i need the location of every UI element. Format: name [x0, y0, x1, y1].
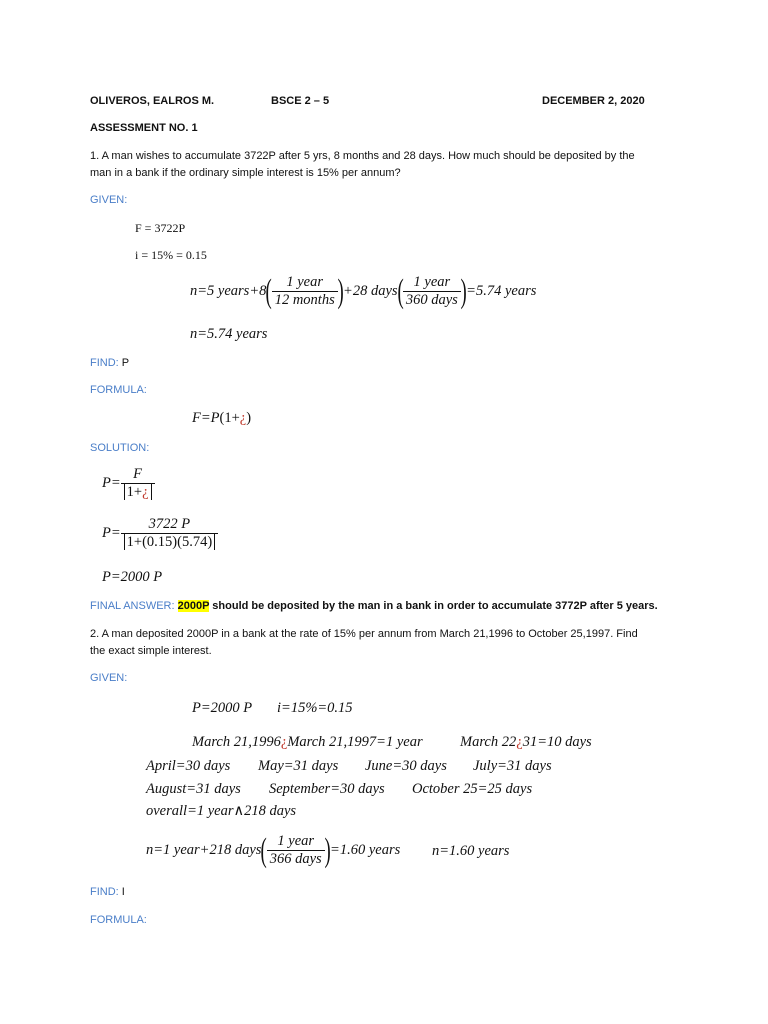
formula-1-open: (1+ [219, 410, 240, 426]
solution-label-1: SOLUTION: [90, 442, 150, 454]
n-eq-1-lhs: n=5 years+8 [190, 282, 267, 299]
sol1-lhs: P= [102, 474, 121, 491]
given-label-1: GIVEN: [90, 194, 128, 206]
paren-close: ) [324, 831, 331, 869]
month-august: August=31 days [146, 781, 241, 797]
n-eq-1-mid: +28 days [343, 282, 398, 299]
fraction-months-den: 12 months [274, 292, 335, 308]
march-span [192, 734, 423, 751]
n-eq-1-rhs: =5.74 years [466, 282, 537, 299]
n-result-2: n=1.60 years [432, 843, 510, 859]
formula-1-mark: ¿ [239, 410, 247, 426]
n-equation-1 [190, 274, 536, 309]
fraction-days-den: 360 days [405, 292, 458, 308]
n-equation-2 [146, 833, 400, 868]
paren-open: ( [397, 272, 404, 310]
formula-1-close: ) [246, 410, 252, 426]
fraction-months-num: 1 year [272, 274, 338, 292]
sol2-fraction [121, 516, 219, 551]
find-row-2 [90, 886, 125, 898]
march22-mark: ¿ [516, 734, 523, 750]
march-span-a: March 21,1996 [192, 734, 281, 750]
sol2-lhs: P= [102, 524, 121, 541]
sol2-num: 3722 P [121, 516, 219, 534]
problem-1-question-line1: 1. A man wishes to accumulate 3722P after 5 yrs, 8 months and 28 days. How much should be deposited by the [90, 150, 635, 162]
solution-step-2 [102, 516, 218, 551]
student-name: OLIVEROS, EALROS M. [90, 95, 215, 107]
final-answer-label: FINAL ANSWER: [90, 600, 175, 612]
formula-label-2: FORMULA: [90, 914, 147, 926]
given-label-2: GIVEN: [90, 672, 128, 684]
find-label-1: FIND: [90, 357, 119, 369]
paren-open: ( [260, 831, 268, 869]
fraction-days-num: 1 year [403, 274, 461, 292]
final-answer-1 [90, 600, 658, 612]
find-value-1: P [121, 357, 130, 369]
march22-a: March 22 [460, 734, 517, 750]
assessment-title: ASSESSMENT NO. 1 [90, 122, 198, 134]
month-october: October 25=25 days [412, 781, 533, 797]
month-april: April=30 days [146, 758, 231, 774]
paren-close: ) [337, 272, 344, 310]
march22-span [460, 734, 592, 751]
find-label-2: FIND: [90, 886, 119, 898]
header-date: DECEMBER 2, 2020 [542, 95, 645, 107]
problem-2-question-line1: 2. A man deposited 2000P in a bank at the rate of 15% per annum from March 21,1996 to October 25,1997. Find [90, 628, 638, 640]
solution-step-3: P=2000 P [102, 569, 163, 585]
sol2-den [121, 534, 219, 551]
problem-2-question-line2: the exact simple interest. [90, 645, 212, 657]
problem-1-question-line2: man in a bank if the ordinary simple interest is 15% per annum? [90, 167, 401, 179]
given-i-2: i=15%=0.15 [277, 700, 353, 716]
paren-close: ) [460, 272, 467, 310]
fraction-366 [267, 833, 325, 868]
month-september: September=30 days [269, 781, 385, 797]
find-row-1 [90, 357, 129, 369]
section-code: BSCE 2 – 5 [271, 95, 330, 107]
march-span-mark: ¿ [280, 734, 288, 750]
overall-line: overall=1 year∧218 days [146, 803, 297, 819]
problem-2-question [90, 626, 690, 660]
fraction-366-num: 1 year [267, 833, 325, 851]
formula-1-main: F=P [192, 410, 220, 426]
month-june: June=30 days [365, 758, 447, 774]
paren-open: ( [265, 272, 273, 310]
month-july: July=31 days [473, 758, 552, 774]
fraction-366-den: 366 days [269, 851, 322, 867]
fraction-months [272, 274, 338, 309]
problem-1-question [90, 148, 690, 182]
sol1-fraction [121, 466, 155, 501]
final-answer-text: should be deposited by the man in a bank in order to accumulate 3772P after 5 years. [209, 600, 658, 612]
sol2-den-text: 1+(0.15)(5.74) [124, 534, 216, 550]
solution-step-1 [102, 466, 155, 501]
sol1-den-a: 1+ [126, 484, 143, 500]
given-f: F = 3722P [135, 221, 186, 235]
formula-1 [192, 410, 251, 427]
given-p-2: P=2000 P [192, 700, 253, 716]
sol1-den-mark: ¿ [142, 484, 149, 500]
find-value-2: I [121, 886, 125, 898]
march22-b: 31=10 days [522, 734, 592, 750]
fraction-days [403, 274, 461, 309]
final-answer-highlight: 2000P [177, 600, 210, 612]
sol1-num: F [121, 466, 155, 484]
n-eq-2-rhs: =1.60 years [330, 841, 401, 858]
n-result-1: n=5.74 years [190, 326, 268, 342]
month-may: May=31 days [258, 758, 339, 774]
march-span-b: March 21,1997=1 year [287, 734, 423, 750]
given-i: i = 15% = 0.15 [135, 248, 207, 262]
formula-label-1: FORMULA: [90, 384, 147, 396]
sol1-den [121, 484, 155, 501]
n-eq-2-lhs: n=1 year+218 days [146, 841, 262, 858]
